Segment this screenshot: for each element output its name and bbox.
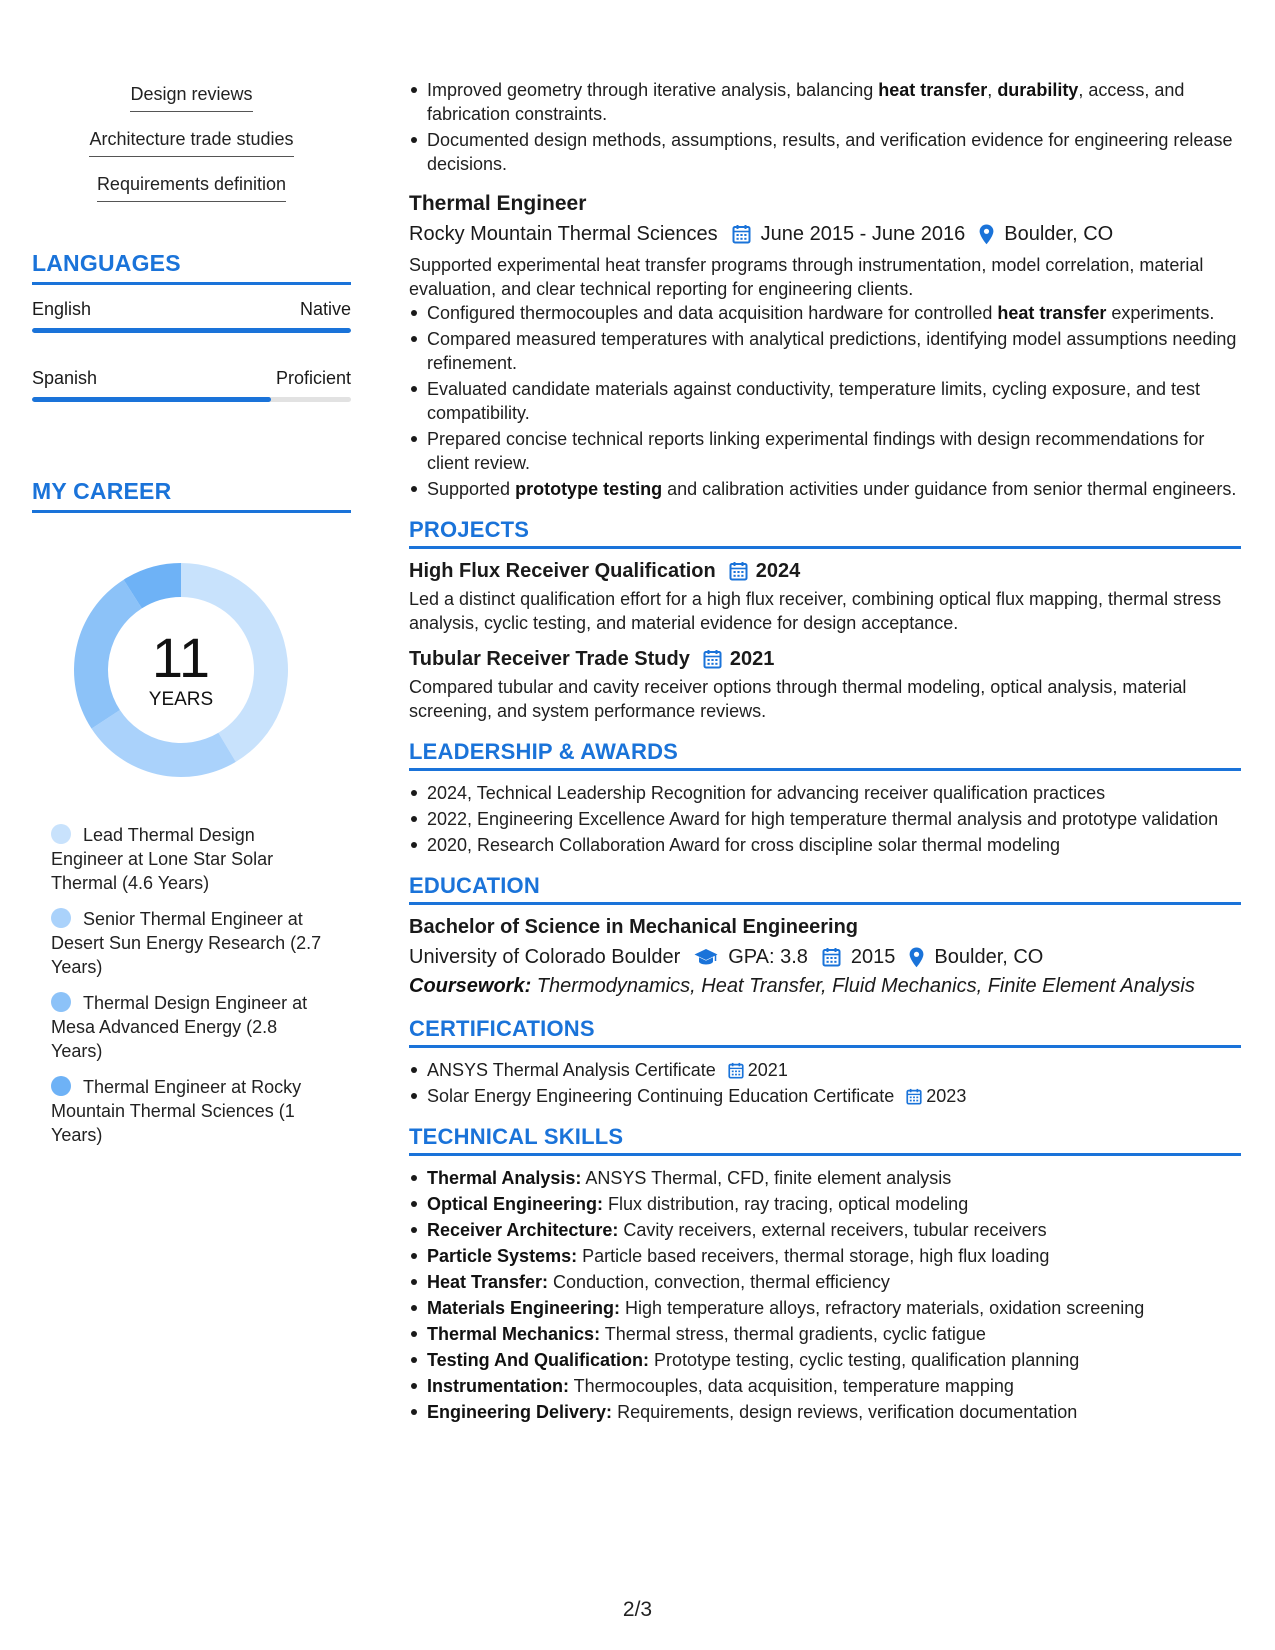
certifications-list <box>409 1058 1241 1108</box>
skill-label: Particle Systems: <box>427 1246 578 1266</box>
certification-year: 2021 <box>747 1060 788 1080</box>
gpa: GPA: 3.8 <box>728 946 808 968</box>
location-pin-icon <box>909 947 924 968</box>
project-year: 2021 <box>729 648 775 670</box>
certification-item <box>409 1084 1241 1108</box>
calendar-icon <box>822 947 841 967</box>
job-dates: June 2015 - June 2016 <box>760 223 966 245</box>
legend-item <box>51 991 331 1063</box>
bullet-item: Compared measured temperatures with analytical predictions, identifying model assumptions needing refinement. <box>409 327 1241 375</box>
skill-item <box>409 1244 1241 1268</box>
main-content <box>409 78 1241 1426</box>
skill-value: Conduction, convection, thermal efficiency <box>548 1272 890 1292</box>
skill-label: Thermal Analysis: <box>427 1168 582 1188</box>
language-bar <box>32 328 351 333</box>
skill-item <box>409 1192 1241 1216</box>
project-description: Led a distinct qualification effort for a high flux receiver, combining optical flux mapping, thermal stress analysis, cyclic testing, and material evidence for design acceptance. <box>409 589 1222 633</box>
career-heading: MY CAREER <box>32 478 351 513</box>
calendar-icon <box>729 561 748 581</box>
skill-label: Engineering Delivery: <box>427 1402 613 1422</box>
language-level: Native <box>299 299 351 319</box>
language-spanish <box>32 366 351 402</box>
sidebar <box>32 82 351 1159</box>
bullet-item: Documented design methods, assumptions, results, and verification evidence for engineering release decisions. <box>409 128 1241 176</box>
legend-dot <box>51 824 71 844</box>
legend-item <box>51 823 331 895</box>
bullet-item: Improved geometry through iterative analysis, balancing heat transfer, durability, access, and fabrication constraints. <box>409 78 1241 126</box>
award-item: 2024, Technical Leadership Recognition for advancing receiver qualification practices <box>409 781 1241 805</box>
skill-value: Requirements, design reviews, verification documentation <box>612 1402 1078 1422</box>
career-donut-chart <box>66 555 296 785</box>
job-location: Boulder, CO <box>1004 223 1114 245</box>
job-bullets <box>409 301 1241 501</box>
education-heading: EDUCATION <box>409 873 1241 905</box>
language-bar <box>32 397 351 402</box>
technical-skills-heading: TECHNICAL SKILLS <box>409 1124 1241 1156</box>
language-name: English <box>32 299 92 319</box>
coursework-label: Coursework: <box>409 975 532 997</box>
calendar-icon <box>732 224 751 244</box>
career-legend <box>32 823 351 1147</box>
project-title: Tubular Receiver Trade Study <box>409 648 690 670</box>
legend-dot <box>51 908 71 928</box>
skill-item <box>409 1348 1241 1372</box>
project-year: 2024 <box>755 560 801 582</box>
legend-item <box>51 907 331 979</box>
skill-label: Optical Engineering: <box>427 1194 604 1214</box>
career-total-years: 11 <box>151 626 211 689</box>
skill-item <box>409 1374 1241 1398</box>
leadership-heading: LEADERSHIP & AWARDS <box>409 739 1241 771</box>
certification-name: ANSYS Thermal Analysis Certificate <box>427 1060 716 1080</box>
skill-value: Flux distribution, ray tracing, optical modeling <box>603 1194 969 1214</box>
coursework <box>409 972 1241 1000</box>
language-level: Proficient <box>275 368 351 388</box>
bullet-item: Supported prototype testing and calibration activities under guidance from senior thermal engineers. <box>409 477 1241 501</box>
coursework-list: Thermodynamics, Heat Transfer, Fluid Mechanics, Finite Element Analysis <box>531 975 1195 997</box>
school-location: Boulder, CO <box>934 946 1044 968</box>
project-title-row <box>409 646 1241 672</box>
skill-label: Instrumentation: <box>427 1376 569 1396</box>
graduation-year: 2015 <box>850 946 896 968</box>
career-total-unit: YEARS <box>148 689 214 710</box>
certification-item <box>409 1058 1241 1082</box>
location-pin-icon <box>979 224 994 245</box>
skill-value: ANSYS Thermal, CFD, finite element analysis <box>581 1168 952 1188</box>
skill-label: Thermal Mechanics: <box>427 1324 601 1344</box>
legend-label: Senior Thermal Engineer at Desert Sun Energy Research (2.7 Years) <box>51 909 322 977</box>
skill-value: Cavity receivers, external receivers, tubular receivers <box>618 1220 1047 1240</box>
bullet-item: Prepared concise technical reports linking experimental findings with design recommendations for client review. <box>409 427 1241 475</box>
technical-skills-list <box>409 1166 1241 1424</box>
skill-value: Thermocouples, data acquisition, temperature mapping <box>569 1376 1014 1396</box>
certification-year: 2023 <box>926 1086 967 1106</box>
language-name: Spanish <box>32 368 98 388</box>
award-item: 2020, Research Collaboration Award for cross discipline solar thermal modeling <box>409 833 1241 857</box>
tag-architecture-trade-studies: Architecture trade studies <box>89 127 293 157</box>
skill-item <box>409 1218 1241 1242</box>
calendar-icon <box>728 1062 744 1079</box>
project-title: High Flux Receiver Qualification <box>409 560 716 582</box>
language-bar-fill <box>32 397 271 402</box>
legend-dot <box>51 1076 71 1096</box>
skill-value: Particle based receivers, thermal storage, high flux loading <box>577 1246 1050 1266</box>
project-description: Compared tubular and cavity receiver options through thermal modeling, optical analysis, material screening, and system performance reviews. <box>409 677 1187 721</box>
company-name: Rocky Mountain Thermal Sciences <box>409 223 718 245</box>
skill-label: Testing And Qualification: <box>427 1350 649 1370</box>
job-title: Thermal Engineer <box>409 192 587 215</box>
skill-item <box>409 1166 1241 1190</box>
calendar-icon <box>703 649 722 669</box>
skill-item <box>409 1270 1241 1294</box>
graduation-cap-icon <box>694 948 718 966</box>
skill-item <box>409 1296 1241 1320</box>
certifications-heading: CERTIFICATIONS <box>409 1016 1241 1048</box>
skill-label: Materials Engineering: <box>427 1298 621 1318</box>
skill-label: Heat Transfer: <box>427 1272 549 1292</box>
calendar-icon <box>906 1088 922 1105</box>
skill-value: Thermal stress, thermal gradients, cyclic fatigue <box>600 1324 986 1344</box>
degree-title: Bachelor of Science in Mechanical Engineering <box>409 916 859 938</box>
legend-dot <box>51 992 71 1012</box>
donut-center <box>66 555 296 785</box>
language-english <box>32 297 351 333</box>
education-meta <box>409 943 1241 971</box>
tag-requirements-definition: Requirements definition <box>97 172 286 202</box>
skill-value: High temperature alloys, refractory materials, oxidation screening <box>620 1298 1145 1318</box>
job-meta <box>409 220 1241 248</box>
bullet-item: Evaluated candidate materials against conductivity, temperature limits, cycling exposure, and test compatibility. <box>409 377 1241 425</box>
previous-job-bullets <box>409 78 1241 176</box>
legend-item <box>51 1075 331 1147</box>
skill-item <box>409 1322 1241 1346</box>
skill-tags <box>32 82 351 217</box>
bullet-item: Configured thermocouples and data acquisition hardware for controlled heat transfer experiments. <box>409 301 1241 325</box>
language-bar-fill <box>32 328 351 333</box>
legend-label: Thermal Design Engineer at Mesa Advanced Energy (2.8 Years) <box>51 993 308 1061</box>
award-item: 2022, Engineering Excellence Award for high temperature thermal analysis and prototype validation <box>409 807 1241 831</box>
legend-label: Lead Thermal Design Engineer at Lone Star Solar Thermal (4.6 Years) <box>51 825 274 893</box>
job-summary: Supported experimental heat transfer programs through instrumentation, model correlation, material evaluation, and clear technical reporting for engineering clients. <box>409 255 1204 299</box>
skill-value: Prototype testing, cyclic testing, qualification planning <box>649 1350 1080 1370</box>
skill-label: Receiver Architecture: <box>427 1220 619 1240</box>
school-name: University of Colorado Boulder <box>409 946 681 968</box>
skill-item <box>409 1400 1241 1424</box>
project-title-row <box>409 558 1241 584</box>
legend-label: Thermal Engineer at Rocky Mountain Thermal Sciences (1 Years) <box>51 1077 302 1145</box>
tag-design-reviews: Design reviews <box>130 82 252 112</box>
page-number: 2/3 <box>622 1598 653 1621</box>
certification-name: Solar Energy Engineering Continuing Education Certificate <box>427 1086 895 1106</box>
projects-heading: PROJECTS <box>409 517 1241 549</box>
awards-list <box>409 781 1241 857</box>
languages-heading: LANGUAGES <box>32 250 351 285</box>
